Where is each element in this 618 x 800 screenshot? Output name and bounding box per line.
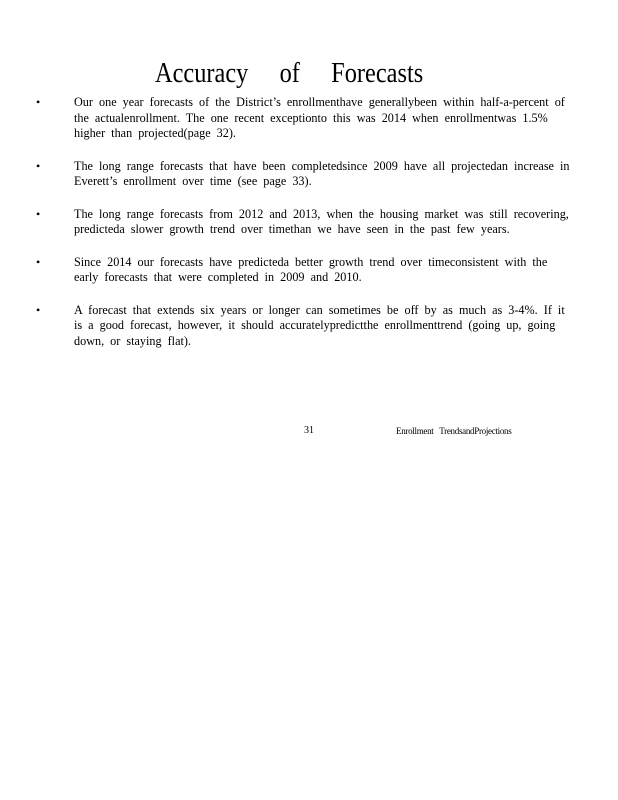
- bullet-text: Since 2014 our forecasts have predicteda better growth trend over timeconsistent with the early forecasts that were completed in 2009 and 2010.: [74, 254, 548, 284]
- bullet-list: [0, 95, 618, 366]
- bullet-icon: •: [36, 254, 41, 269]
- list-item: [0, 207, 618, 238]
- list-item: [0, 303, 618, 350]
- list-item: [0, 255, 618, 286]
- bullet-icon: •: [36, 158, 41, 173]
- list-item: [0, 159, 618, 190]
- bullet-text: The long range forecasts that have been completedsince 2009 have all projectedan increase in Everett’s enrollment over time (see page 33).: [74, 158, 570, 188]
- footer-title: Enrollment TrendsandProjections: [396, 426, 512, 436]
- list-item: [0, 95, 618, 142]
- bullet-text: The long range forecasts from 2012 and 2013, when the housing market was still recovering, predicteda slower growth trend over timethan we have seen in the past few years.: [74, 206, 569, 236]
- bullet-text: Our one year forecasts of the District’s enrollmenthave generallybeen within half-a-percent of the actualenrollment. The one recent exceptionto this was 2014 when enrollmentwas 1.5% higher than projected(page 32).: [74, 95, 565, 140]
- bullet-icon: •: [36, 95, 41, 109]
- page-title: Accuracy of Forecasts: [155, 57, 424, 89]
- page-number: 31: [304, 425, 314, 436]
- bullet-icon: •: [36, 206, 41, 221]
- bullet-icon: •: [36, 302, 41, 317]
- bullet-text: A forecast that extends six years or longer can sometimes be off by as much as 3-4%. If it is a good forecast, however, it should accuratelypredictthe enrollmenttrend (going up, going down, or staying flat).: [74, 302, 565, 348]
- page-footer: [0, 424, 618, 438]
